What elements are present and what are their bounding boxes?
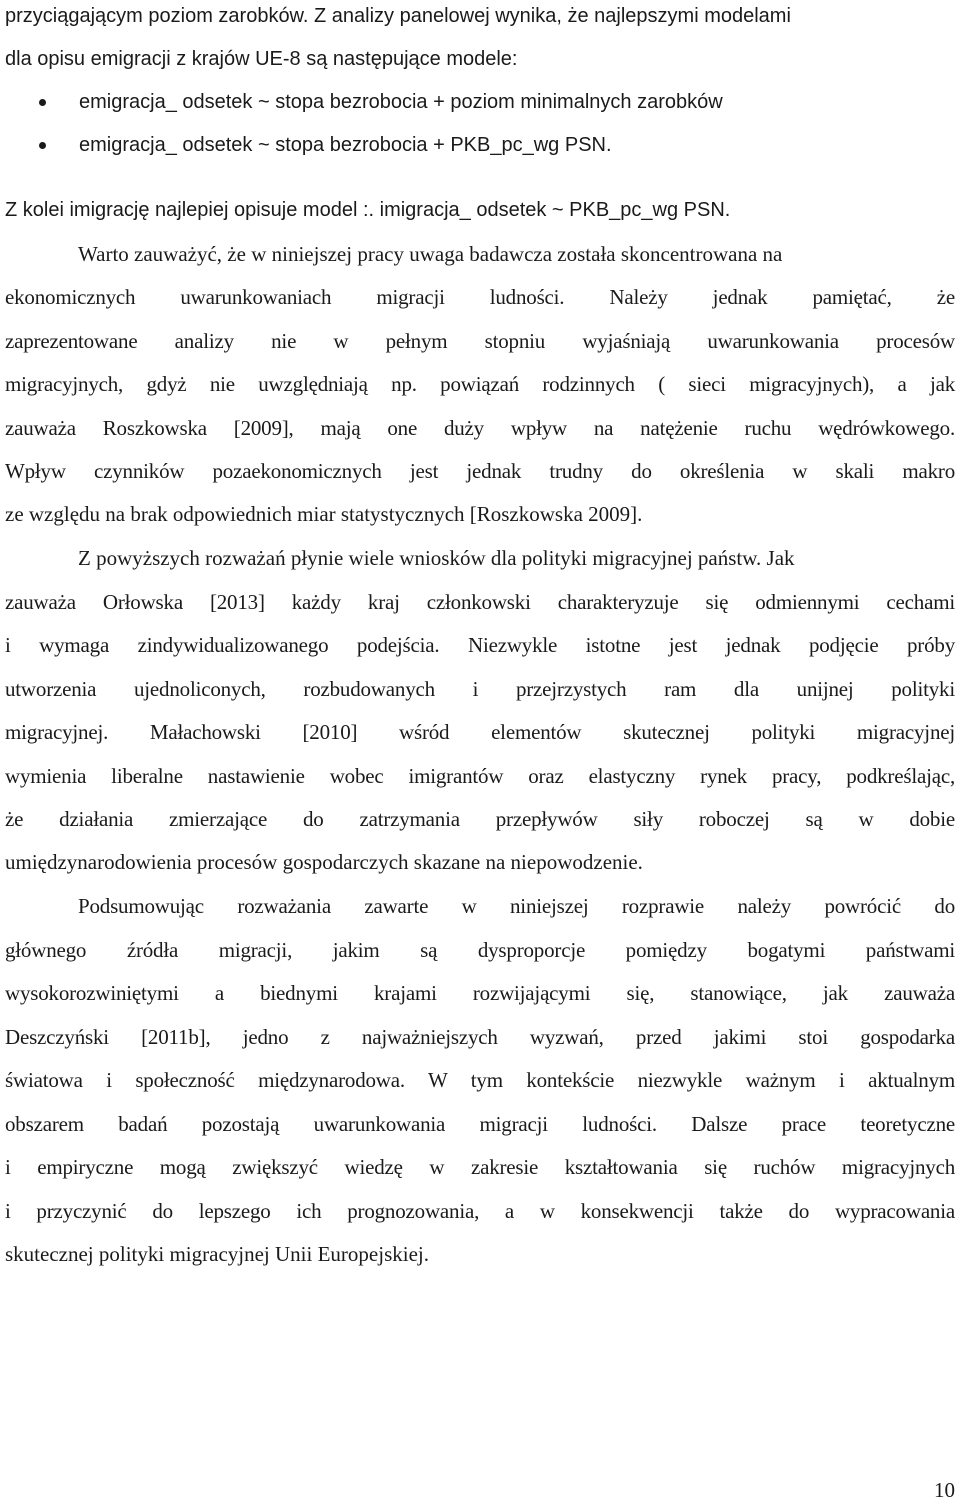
paragraph-line: migracyjnych, gdyż nie uwzględniają np. powiązań rodzinnych ( sieci migracyjnych), a jak bbox=[5, 372, 955, 396]
paragraph-line: Z powyższych rozważań płynie wiele wniosków dla polityki migracyjnej państw. Jak bbox=[78, 546, 795, 570]
paragraph-line: i empiryczne mogą zwiększyć wiedzę w zakresie kształtowania się ruchów migracyjnych bbox=[5, 1155, 955, 1179]
intro-line: dla opisu emigracji z krajów UE-8 są następujące modele: bbox=[5, 48, 518, 70]
paragraph-line: Warto zauważyć, że w niniejszej pracy uwaga badawcza została skoncentrowana na bbox=[78, 242, 783, 266]
bullet-icon bbox=[39, 99, 46, 106]
paragraph-line: obszarem badań pozostają uwarunkowania migracji ludności. Dalsze prace teoretyczne bbox=[5, 1112, 955, 1136]
paragraph-line: wymienia liberalne nastawienie wobec imigrantów oraz elastyczny rynek pracy, podkreślając, bbox=[5, 764, 955, 788]
paragraph-line: Podsumowując rozważania zawarte w niniejszej rozprawie należy powrócić do bbox=[78, 894, 955, 918]
bullet-text: emigracja_ odsetek ~ stopa bezrobocia + PKB_pc_wg PSN. bbox=[79, 134, 612, 156]
paragraph-line: zauważa Roszkowska [2009], mają one duży wpływ na natężenie ruchu wędrówkowego. bbox=[5, 416, 955, 440]
bullet-icon bbox=[39, 142, 46, 149]
paragraph-line: ze względu na brak odpowiednich miar statystycznych [Roszkowska 2009]. bbox=[5, 502, 643, 526]
paragraph-line: że działania zmierzające do zatrzymania przepływów siły roboczej są w dobie bbox=[5, 807, 955, 831]
paragraph-line: i przyczynić do lepszego ich prognozowania, a w konsekwencji także do wypracowania bbox=[5, 1199, 955, 1223]
model-statement: Z kolei imigrację najlepiej opisuje model :. imigracja_ odsetek ~ PKB_pc_wg PSN. bbox=[5, 199, 731, 221]
paragraph-line: skutecznej polityki migracyjnej Unii Europejskiej. bbox=[5, 1242, 429, 1266]
paragraph-line: Deszczyński [2011b], jedno z najważniejszych wyzwań, przed jakimi stoi gospodarka bbox=[5, 1025, 955, 1049]
paragraph-line: umiędzynarodowienia procesów gospodarczych skazane na niepowodzenie. bbox=[5, 850, 643, 874]
paragraph-line: Wpływ czynników pozaekonomicznych jest jednak trudny do określenia w skali makro bbox=[5, 459, 955, 483]
paragraph-line: światowa i społeczność międzynarodowa. W tym kontekście niezwykle ważnym i aktualnym bbox=[5, 1068, 955, 1092]
paragraph-line: utworzenia ujednoliconych, rozbudowanych i przejrzystych ram dla unijnej polityki bbox=[5, 677, 955, 701]
bullet-text: emigracja_ odsetek ~ stopa bezrobocia + poziom minimalnych zarobków bbox=[79, 91, 723, 113]
page-number: 10 bbox=[934, 1478, 955, 1502]
paragraph-line: i wymaga zindywidualizowanego podejścia. Niezwykle istotne jest jednak podjęcie próby bbox=[5, 633, 955, 657]
paragraph-line: zauważa Orłowska [2013] każdy kraj członkowski charakteryzuje się odmiennymi cechami bbox=[5, 590, 955, 614]
paragraph-line: wysokorozwiniętymi a biednymi krajami rozwijającymi się, stanowiące, jak zauważa bbox=[5, 981, 955, 1005]
paragraph-line: migracyjnej. Małachowski [2010] wśród elementów skutecznej polityki migracyjnej bbox=[5, 720, 955, 744]
intro-line: przyciągającym poziom zarobków. Z analizy panelowej wynika, że najlepszymi modelami bbox=[5, 5, 791, 27]
paragraph-line: głównego źródła migracji, jakim są dysproporcje pomiędzy bogatymi państwami bbox=[5, 938, 955, 962]
paragraph-line: ekonomicznych uwarunkowaniach migracji ludności. Należy jednak pamiętać, że bbox=[5, 285, 955, 309]
paragraph-line: zaprezentowane analizy nie w pełnym stopniu wyjaśniają uwarunkowania procesów bbox=[5, 329, 955, 353]
